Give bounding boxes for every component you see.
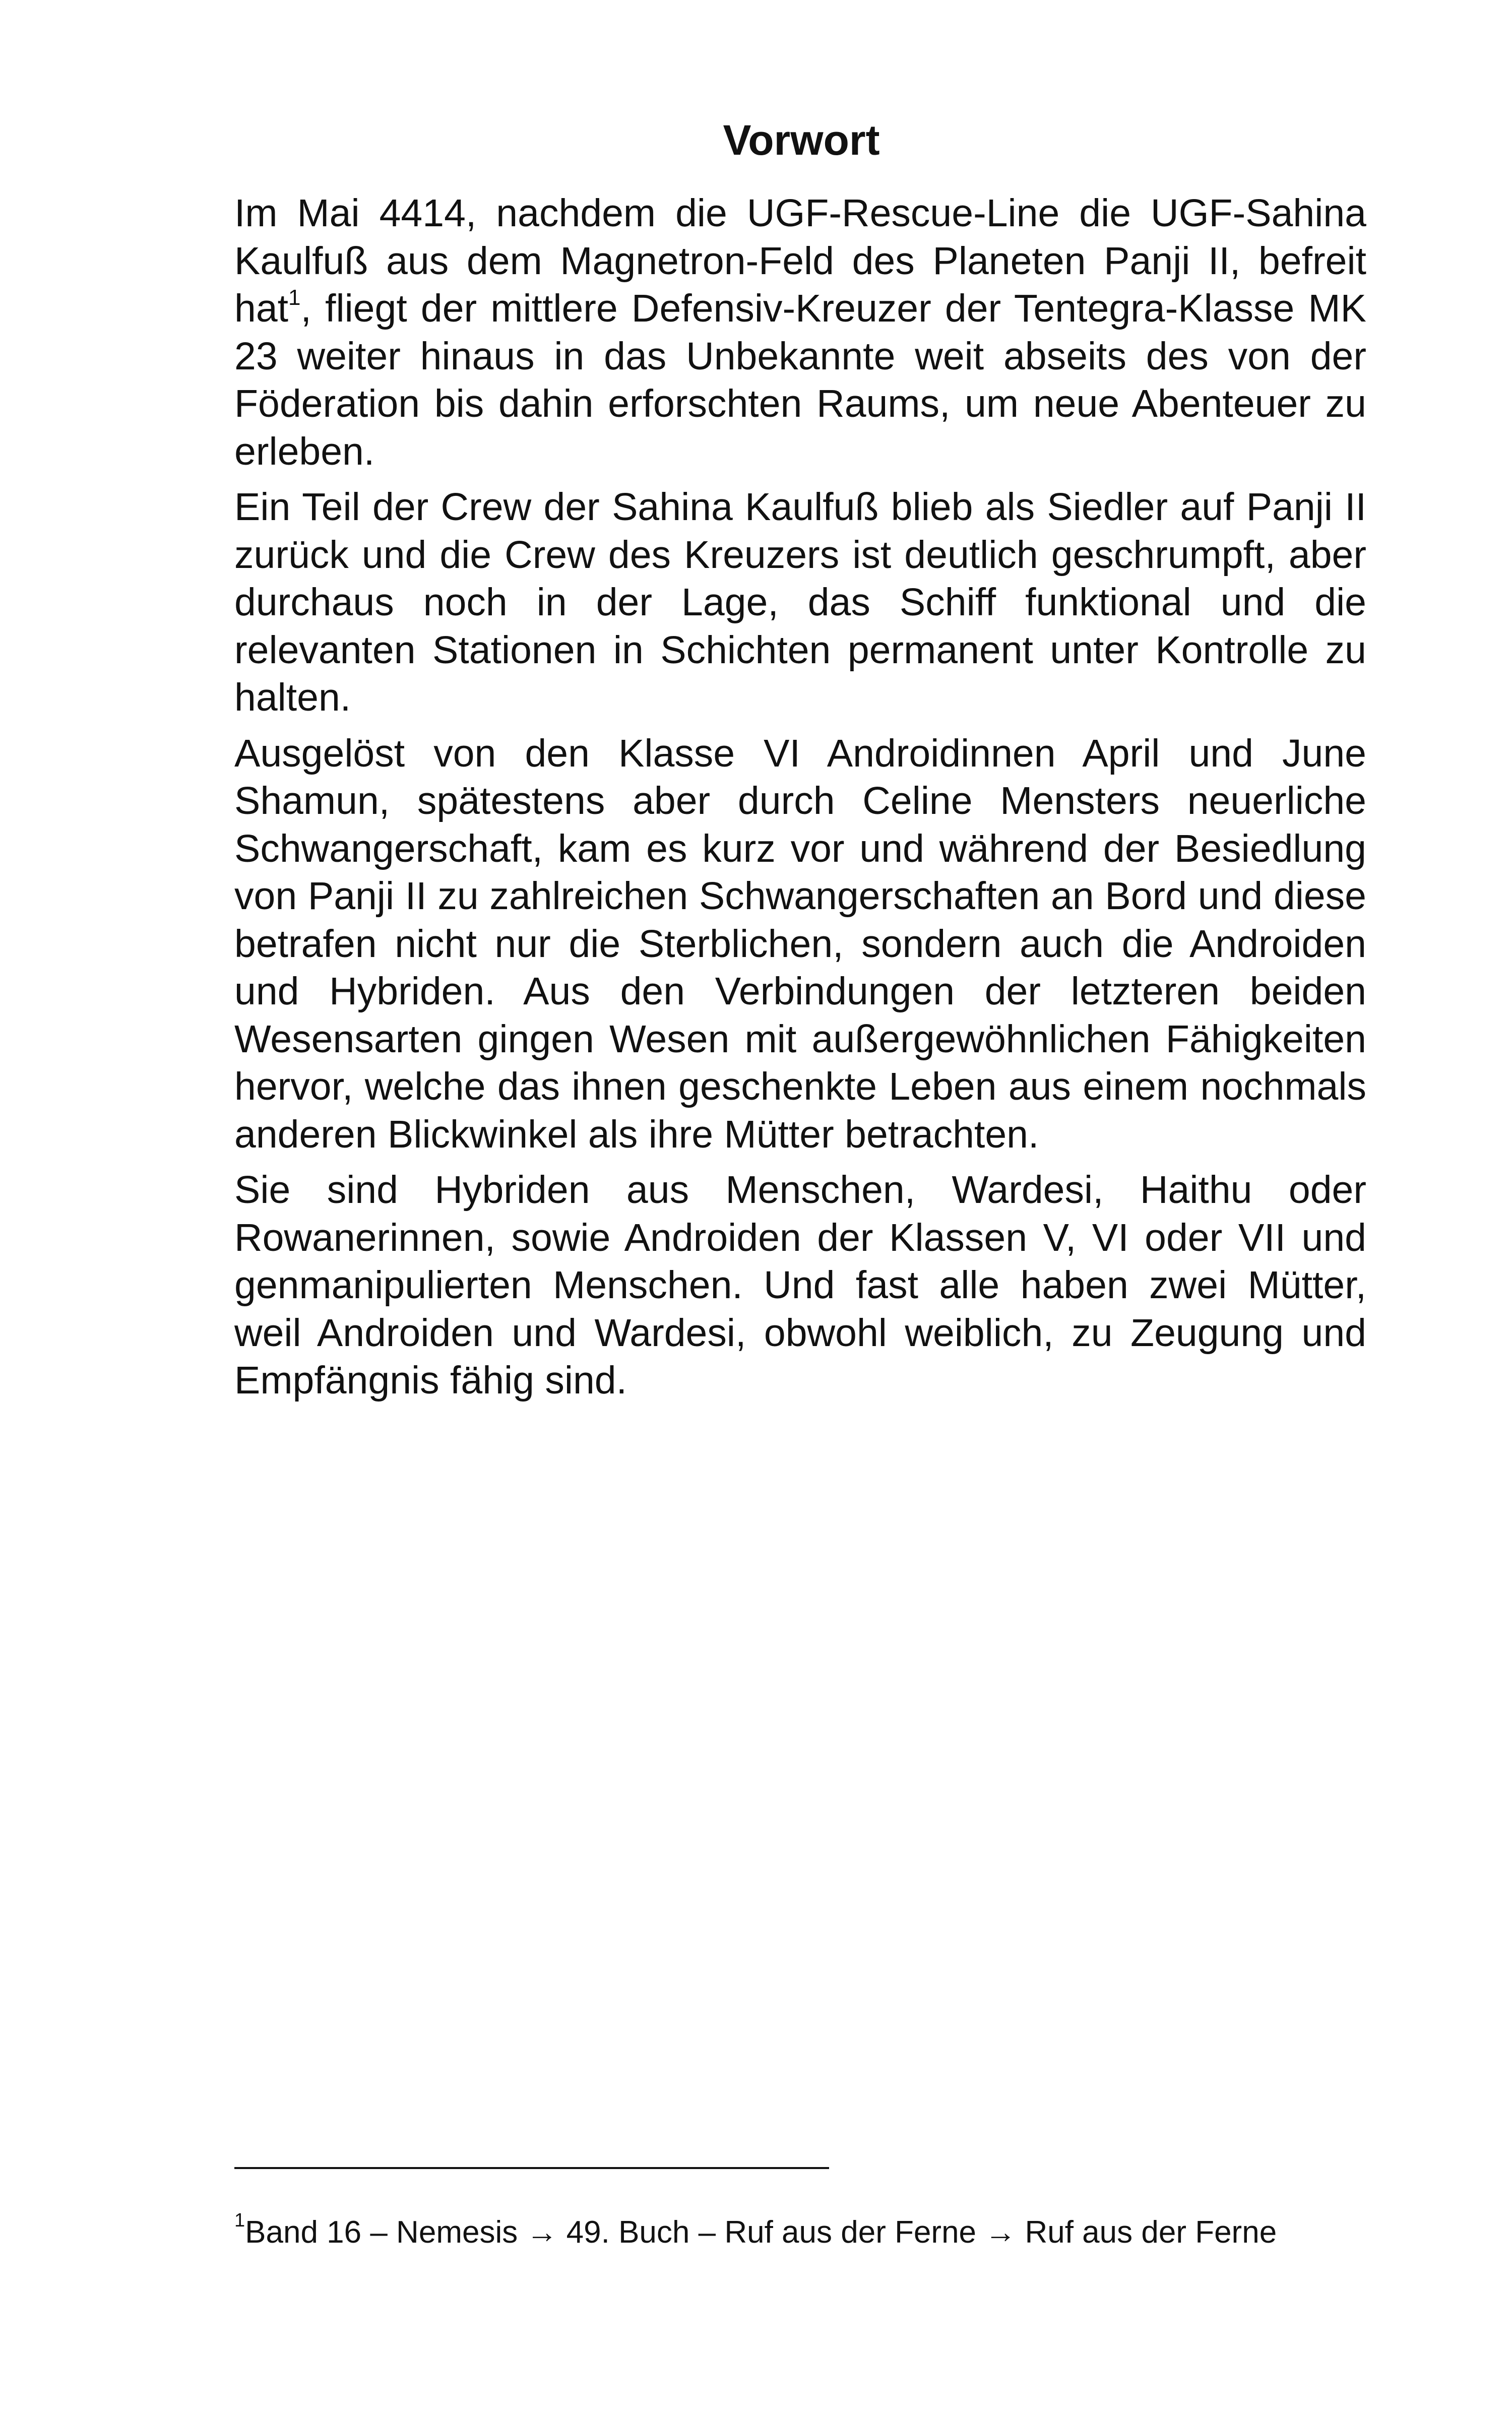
paragraph-2: Ein Teil der Crew der Sahina Kaulfuß blieb als Siedler auf Panji II zurück und die Crew des Kreuzers ist deutlich geschrumpft, aber durchaus noch in der Lage, das Schiff funktional und die relevanten Stationen in Schichten permanent unter Kontrolle zu halten. (234, 485, 1366, 719)
paragraph-1-text: Im Mai 4414, nachdem die UGF-Rescue-Line die UGF-Sahina Kaulfuß aus dem Magnetron-Feld des Planeten Panji II, befreit hat (234, 192, 1366, 330)
paragraph-1-text-continued: , fliegt der mittlere Defensiv-Kreuzer der Tentegra-Klasse MK 23 weiter hinaus in das Unbekannte weit abseits des von der Föderation bis dahin erforschten Raums, um neue Abenteuer zu erleben. (234, 287, 1366, 473)
body-text (234, 189, 1366, 1413)
footnote-divider (234, 2167, 829, 2169)
footnote (234, 2212, 1394, 2253)
footnote-reference: 1 (288, 285, 301, 310)
paragraph-4: Sie sind Hybriden aus Menschen, Wardesi, Haithu oder Rowanerinnen, sowie Androiden der Klassen V, VI oder VII und genmanipulierten Menschen. Und fast alle haben zwei Mütter, weil Androiden und Wardesi, obwohl weiblich, zu Zeugung und Empfängnis fähig sind. (234, 1168, 1366, 1402)
paragraph-3: Ausgelöst von den Klasse VI Androidinnen April und June Shamun, spätestens aber durch Celine Mensters neuerliche Schwangerschaft, kam es kurz vor und während der Besiedlung von Panji II zu zahlreichen Schwangerschaften an Bord und diese betrafen nicht nur die Sterblichen, sondern auch die Androiden und Hybriden. Aus den Verbindungen der letzteren beiden Wesensarten gingen Wesen mit außergewöhnlichen Fähigkeiten hervor, welche das ihnen geschenkte Leben aus einem nochmals anderen Blickwinkel als ihre Mütter betrachten. (234, 731, 1366, 1156)
paragraph-1 (234, 189, 1366, 475)
footnote-text: Band 16 – Nemesis → 49. Buch – Ruf aus der Ferne → Ruf aus der Ferne (245, 2215, 1277, 2250)
page-title: Vorwort (723, 116, 880, 164)
footnote-marker: 1 (234, 2210, 245, 2232)
